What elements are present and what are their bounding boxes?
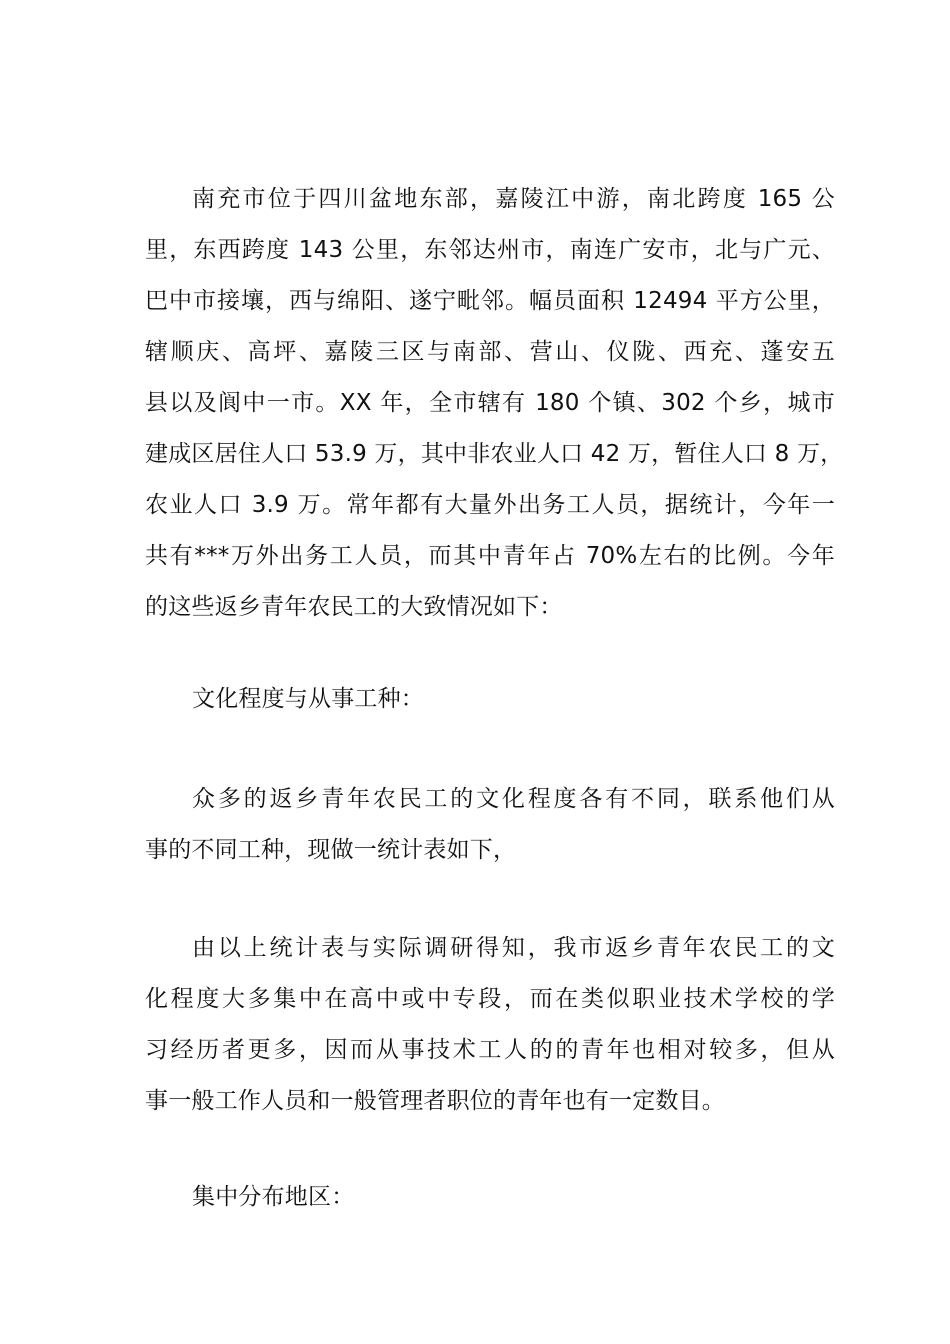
paragraph-education-intro	[145, 774, 835, 876]
text-line: 的这些返乡青年农民工的大致情况如下：	[145, 594, 563, 620]
section-heading: 集中分布地区：	[192, 1184, 355, 1210]
text-line: 共有***万外出务工人员，而其中青年占 70%左右的比例。今年	[145, 543, 835, 569]
text-line: 众多的返乡青年农民工的文化程度各有不同，联系他们从	[192, 786, 835, 812]
section-heading-education-jobs	[145, 674, 835, 725]
text-line: 由以上统计表与实际调研得知，我市返乡青年农民工的文	[192, 935, 835, 961]
text-line: 辖顺庆、高坪、嘉陵三区与南部、营山、仪陇、西充、蓬安五	[145, 339, 835, 365]
section-heading-distribution	[145, 1172, 835, 1223]
text-line: 里，东西跨度 143 公里，东邻达州市，南连广安市，北与广元、	[145, 237, 835, 263]
text-line: 事一般工作人员和一般管理者职位的青年也有一定数目。	[145, 1088, 725, 1114]
text-line: 农业人口 3.9 万。常年都有大量外出务工人员，据统计，今年一	[145, 492, 835, 518]
paragraph-city-overview	[145, 174, 844, 633]
text-line: 巴中市接壤，西与绵阳、遂宁毗邻。幅员面积 12494 平方公里，	[145, 288, 835, 314]
section-heading: 文化程度与从事工种：	[192, 686, 424, 712]
paragraph-education-analysis	[145, 923, 835, 1127]
text-line: 建成区居住人口 53.9 万，其中非农业人口 42 万，暂住人口 8 万，	[145, 441, 844, 467]
text-line: 县以及阆中一市。XX 年，全市辖有 180 个镇、302 个乡，城市	[145, 390, 835, 416]
text-line: 习经历者更多，因而从事技术工人的的青年也相对较多，但从	[145, 1037, 835, 1063]
text-line: 南充市位于四川盆地东部，嘉陵江中游，南北跨度 165 公	[192, 186, 835, 212]
text-line: 化程度大多集中在高中或中专段，而在类似职业技术学校的学	[145, 986, 835, 1012]
text-line: 事的不同工种，现做一统计表如下，	[145, 837, 517, 863]
